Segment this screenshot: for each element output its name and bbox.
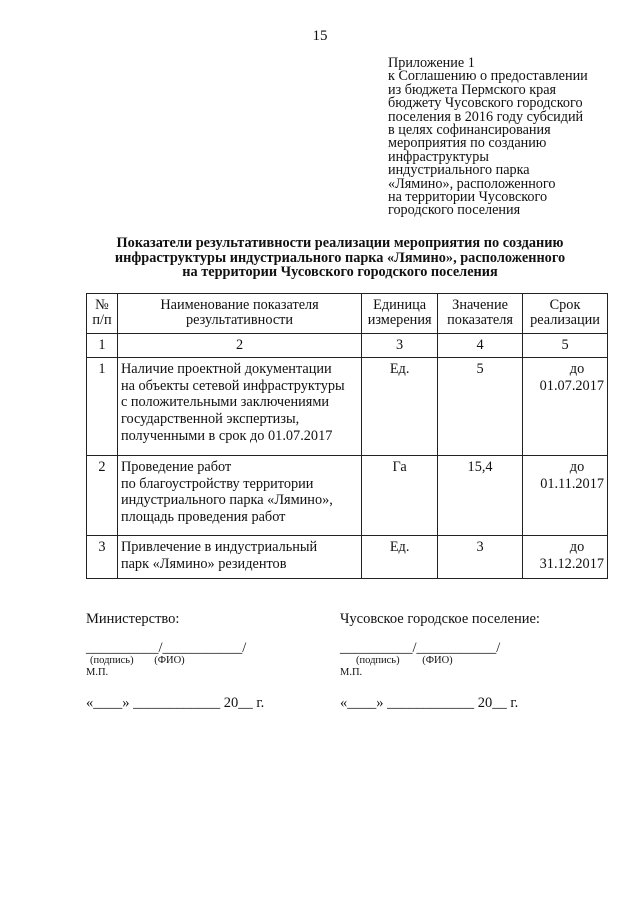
column-index: 3: [362, 334, 438, 358]
row-value: 15,4: [438, 455, 523, 535]
appendix-line: инфраструктуры: [388, 148, 489, 165]
row-term: до 31.12.2017: [523, 535, 608, 578]
row-unit: Ед.: [362, 535, 438, 578]
row-term: до 01.07.2017: [523, 357, 608, 455]
row-name: Проведение работ по благоустройству территории индустриального парка «Лямино», площадь проведения работ: [117, 455, 361, 535]
appendix-line: городского поселения: [388, 202, 521, 219]
signature-date: «____» ____________ 20__ г.: [340, 695, 519, 711]
appendix-line: на территории Чусовского: [388, 189, 548, 206]
header-value: Значение показателя: [438, 294, 523, 334]
header-term: Срок реализации: [523, 294, 608, 334]
title-line: на территории Чусовского городского поселения: [182, 264, 498, 281]
row-term: до 01.11.2017: [523, 455, 608, 535]
header-name: Наименование показателя результативности: [117, 294, 361, 334]
row-unit: Ед.: [362, 357, 438, 455]
appendix-line: из бюджета Пермского края: [388, 81, 557, 98]
appendix-line: «Лямино», расположенного: [388, 175, 556, 192]
appendix-line: поселения в 2016 году субсидий: [388, 108, 584, 125]
column-index: 5: [523, 334, 608, 358]
appendix-block: [388, 57, 618, 218]
title-line: Показатели результативности реализации мероприятия по созданию: [116, 235, 564, 251]
row-value: 5: [438, 357, 523, 455]
title-line: инфраструктуры индустриального парка «Лямино», расположенного: [114, 249, 566, 266]
signature-date: «____» ____________ 20__ г.: [86, 695, 265, 711]
row-value: 3: [438, 535, 523, 578]
appendix-line: в целях софинансирования: [388, 122, 551, 139]
signature-caption: (подпись) (ФИО): [90, 655, 185, 666]
appendix-line: мероприятия по созданию: [388, 135, 547, 152]
column-index-row: [87, 334, 608, 358]
table-row: [87, 357, 608, 455]
column-index: 1: [87, 334, 118, 358]
appendix-line: к Соглашению о предоставлении: [388, 68, 588, 85]
stamp-place: М.П.: [340, 667, 363, 678]
signature-block-settlement: [340, 611, 540, 712]
page-number: 15: [312, 28, 328, 44]
signature-block-ministry: [86, 611, 264, 712]
appendix-line: индустриального парка: [388, 162, 530, 179]
header-num: № п/п: [87, 294, 118, 334]
table-row: [87, 455, 608, 535]
column-index: 2: [117, 334, 361, 358]
row-name: Наличие проектной документации на объекты сетевой инфраструктуры с положительными заключениями государственной экспертизы, полученными в срок до 01.07.2017: [117, 357, 361, 455]
signature-caption: (подпись) (ФИО): [356, 655, 453, 666]
header-unit: Единица измерения: [362, 294, 438, 334]
appendix-line: бюджету Чусовского городского: [388, 95, 583, 112]
row-name: Привлечение в индустриальный парк «Лямино» резидентов: [117, 535, 361, 578]
row-num: 1: [87, 357, 118, 455]
row-num: 2: [87, 455, 118, 535]
signature-lines: __________/___________/: [86, 640, 247, 656]
signature-label: Министерство:: [86, 611, 180, 627]
row-num: 3: [87, 535, 118, 578]
stamp-place: М.П.: [86, 667, 109, 678]
table-header-row: [87, 294, 608, 334]
table-row: [87, 535, 608, 578]
indicators-table: [86, 293, 608, 579]
column-index: 4: [438, 334, 523, 358]
row-unit: Га: [362, 455, 438, 535]
document-title: [60, 236, 620, 280]
appendix-line: Приложение 1: [388, 55, 475, 71]
signature-lines: __________/___________/: [340, 640, 501, 656]
signature-label: Чусовское городское поселение:: [340, 611, 540, 627]
